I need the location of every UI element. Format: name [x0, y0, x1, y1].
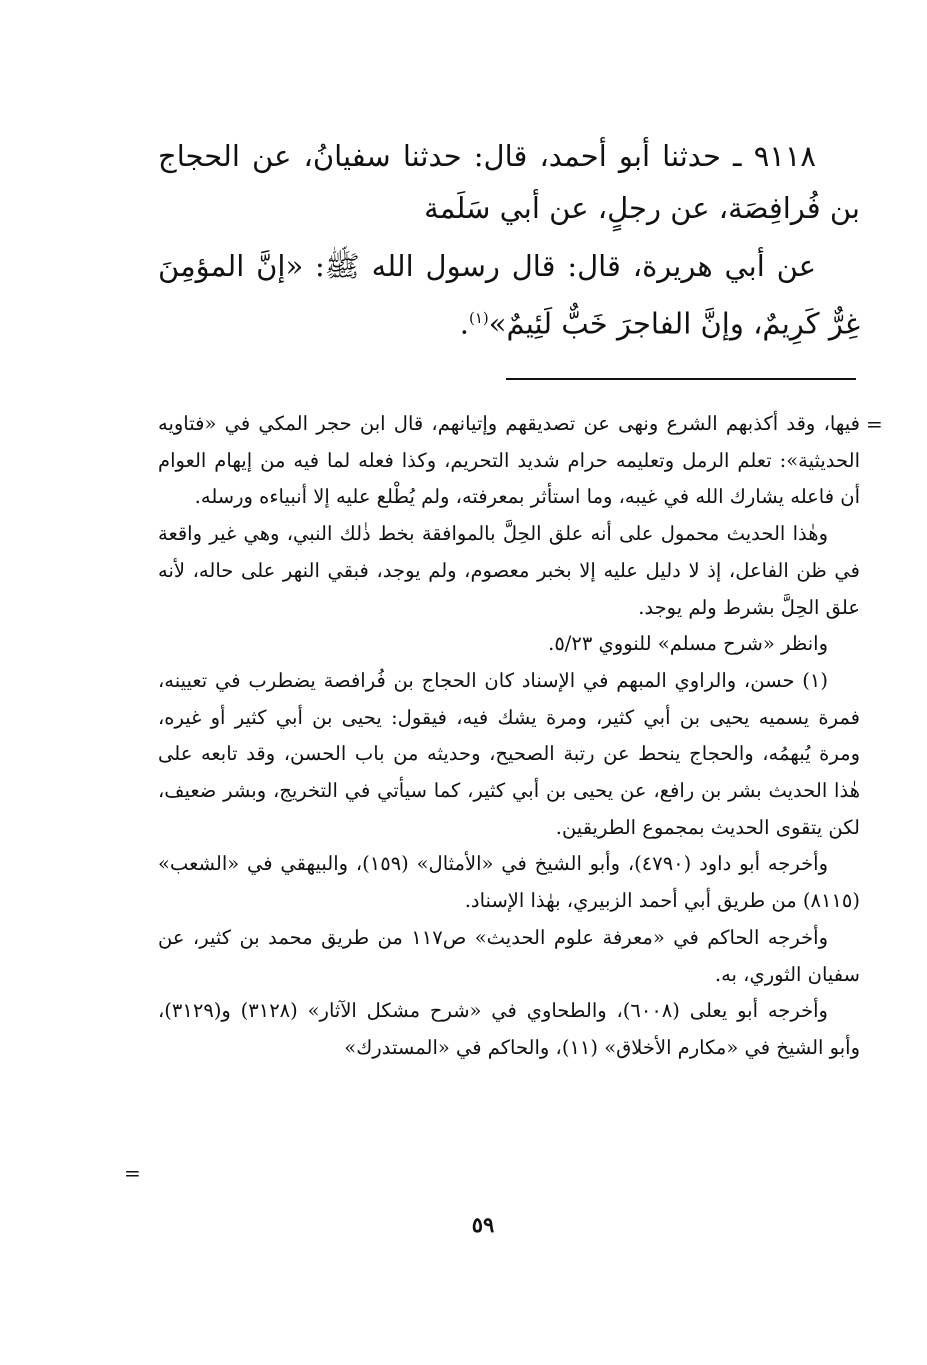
footnote-paragraph: وأخرجه أبو يعلى (٦٠٠٨)، والطحاوي في «شرح مشكل الآثار» (٣١٢٨) و(٣١٢٩)، وأبو الشيخ في «مكارم الأخلاق» (١١)، والحاكم في «المستدرك» — [158, 999, 860, 1059]
continuation-mark-bottom: = — [124, 1161, 141, 1185]
hadith-matn-text: عن أبي هريرة، قال: قال رسول الله ﷺ: «إنَّ المؤمِنَ غِرٌّ كَرِيمٌ، وإنَّ الفاجرَ خَبٌّ لَئِيمٌ» — [158, 249, 860, 341]
hadith-isnad: ٩١١٨ ـ حدثنا أبو أحمد، قال: حدثنا سفيانُ، عن الحجاج بن فُرافِصَة، عن رجلٍ، عن أبي سَلَمة — [158, 139, 860, 225]
footnote-paragraph: وأخرجه الحاكم في «معرفة علوم الحديث» ص١١٧ من طريق محمد بن كثير، عن سفيان الثوري، به. — [158, 925, 860, 986]
footnote-paragraph: وهٰذا الحديث محمول على أنه علق الحِلَّ بالموافقة بخط ذٰلك النبي، وهي غير واقعة في ظن الفاعل، إذ لا دليل عليه إلا بخبر معصوم، ولم يوجد، فبقي النهر على حاله، لأنه علق الحِلَّ بشرط ولم يوجد. — [158, 522, 860, 619]
footnote-paragraph: (١) حسن، والراوي المبهم في الإسناد كان الحجاج بن فُرافصة يضطرب في تعيينه، فمرة يسميه يحيى بن أبي كثير، ومرة يشك فيه، فيقول: يحيى بن أبي كثير أو غيره، ومرة يُبهمُه، والحجاج ينحط عن رتبة الصحيح، وحديثه من باب الحسن، وقد تابعه على هٰذا الحديث بشر بن رافع، عن يحيى بن أبي كثير، كما سيأتي في التخريج، وبشر ضعيف، لكن يتقوى الحديث بمجموع الطريقين. — [158, 668, 860, 839]
footnote-separator — [506, 378, 856, 380]
footnote-paragraph: وأخرجه أبو داود (٤٧٩٠)، وأبو الشيخ في «الأمثال» (١٥٩)، والبيهقي في «الشعب» (٨١١٥) من طريق أبي أحمد الزبيري، بهٰذا الإسناد. — [158, 852, 860, 913]
hadith-matn — [158, 240, 860, 350]
footnote-reference: (١) — [468, 309, 489, 327]
hadith-text — [158, 130, 860, 350]
footnotes — [158, 406, 860, 1067]
footnote-paragraph: وانظر «شرح مسلم» للنووي ٥/٢٣. — [548, 632, 828, 656]
hadith-end-punct: . — [459, 306, 469, 341]
footnote-paragraph: فيها، وقد أكذبهم الشرع ونهى عن تصديقهم وإتيانهم، قال ابن حجر المكي في «فتاويه الحديثية»: تعلم الرمل وتعليمه حرام شديد التحريم، وكذا فعله لما فيه من إيهام العوام أن فاعله يشارك الله في غيبه، وما استأثر بمعرفته، ولم يُطْلع عليه إلا أنبياءه ورسله. — [158, 412, 860, 509]
page-number: ٥٩ — [471, 1212, 495, 1237]
continuation-mark-top: = — [866, 412, 883, 436]
